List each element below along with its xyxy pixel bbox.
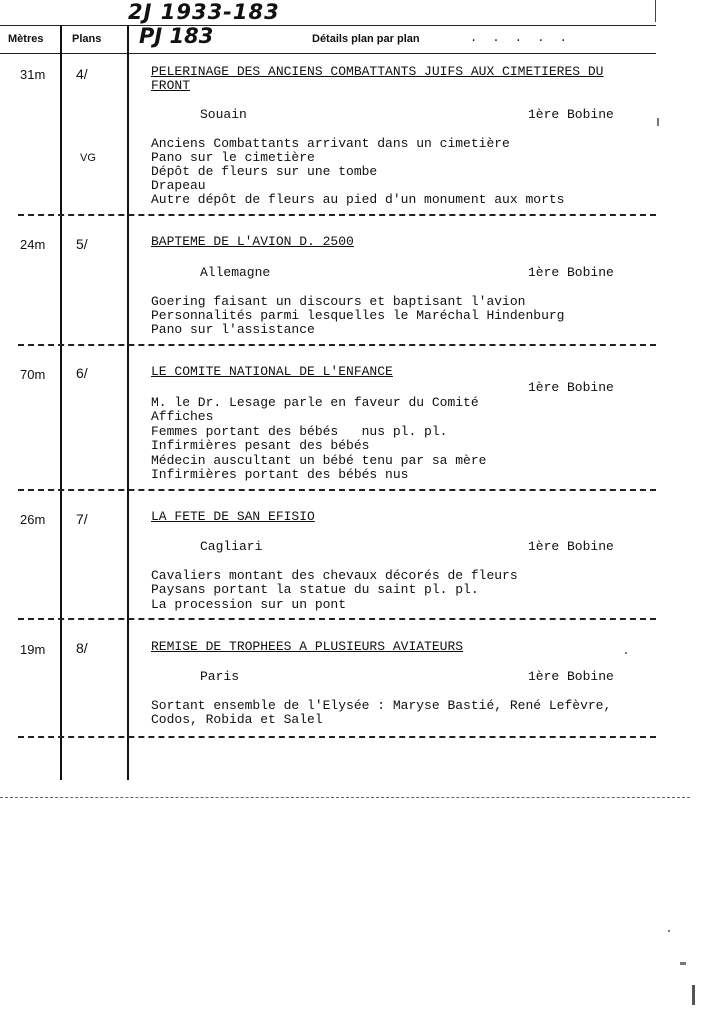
column-header-plans: Plans	[72, 33, 102, 45]
entry-title-line: LA FETE DE SAN EFISIO	[151, 509, 315, 524]
shot-line: Dépôt de fleurs sur une tombe	[151, 164, 378, 179]
entry-metres: 31m	[20, 67, 46, 82]
entry-location: Paris	[200, 669, 240, 684]
entry-title-line: PELERINAGE DES ANCIENS COMBATTANTS JUIFS AUX CIMETIERES DU	[151, 64, 604, 79]
entry-location: Souain	[200, 107, 247, 122]
shot-line: Femmes portant des bébés nus pl. pl.	[151, 424, 448, 439]
shot-line: M. le Dr. Lesage parle en faveur du Comité	[151, 395, 479, 410]
shot-line: Autre dépôt de fleurs au pied d'un monument aux morts	[151, 192, 565, 207]
entry-separator	[18, 736, 656, 738]
shot-line: Sortant ensemble de l'Elysée : Maryse Bastié, René Lefèvre,	[151, 698, 612, 713]
entry-title-line: LE COMITE NATIONAL DE L'ENFANCE	[151, 364, 393, 379]
entry-separator	[18, 344, 656, 346]
scan-speck	[625, 652, 627, 654]
reel-reference: PJ 183	[139, 24, 214, 48]
scan-speck	[657, 118, 659, 126]
document-reference: 2J 1933-183	[128, 0, 280, 24]
entry-metres: 70m	[20, 367, 46, 382]
shot-line: Infirmières portant des bébés nus	[151, 467, 409, 482]
header-top-rule	[0, 25, 656, 26]
shot-line: Paysans portant la statue du saint pl. pl.	[151, 582, 479, 597]
entry-plan-number: 4/	[76, 66, 88, 82]
shot-line: Infirmières pesant des bébés	[151, 438, 370, 453]
entry-title-line: BAPTEME DE L'AVION D. 2500	[151, 234, 354, 249]
entry-plan-number: 8/	[76, 640, 88, 656]
entry-separator	[18, 214, 656, 216]
shot-line: Anciens Combattants arrivant dans un cimetière	[151, 136, 510, 151]
scan-speck	[680, 962, 686, 965]
entry-bobine: 1ère Bobine	[528, 380, 614, 395]
entry-bobine: 1ère Bobine	[528, 669, 614, 684]
entry-plan-number: 6/	[76, 365, 88, 381]
shot-line: Affiches	[151, 409, 214, 424]
entry-metres: 19m	[20, 642, 46, 657]
shot-line: Cavaliers montant des chevaux décorés de fleurs	[151, 568, 518, 583]
header-dot-leader: . . . . .	[470, 31, 571, 45]
entry-separator	[18, 489, 656, 491]
shot-line: Personnalités parmi lesquelles le Maréchal Hindenburg	[151, 308, 565, 323]
entry-bobine: 1ère Bobine	[528, 107, 614, 122]
shot-line: Médecin auscultant un bébé tenu par sa mère	[151, 453, 487, 468]
entry-metres: 24m	[20, 237, 46, 252]
shot-line: La procession sur un pont	[151, 597, 347, 612]
entry-plan-number: 5/	[76, 236, 88, 252]
entry-title-line: FRONT	[151, 78, 191, 93]
column-header-metres: Mètres	[8, 33, 44, 45]
header-bottom-rule	[0, 53, 656, 54]
shot-line: Pano sur le cimetière	[151, 150, 315, 165]
page-bottom-rule	[0, 797, 690, 798]
entry-plan-number: 7/	[76, 511, 88, 527]
column-rule-2	[127, 25, 129, 780]
entry-title-line: REMISE DE TROPHEES A PLUSIEURS AVIATEURS	[151, 639, 464, 654]
column-header-details: Détails plan par plan	[312, 33, 420, 45]
shot-line: Goering faisant un discours et baptisant l'avion	[151, 294, 526, 309]
shot-line: Drapeau	[151, 178, 206, 193]
entry-metres: 26m	[20, 512, 46, 527]
column-rule-1	[60, 25, 62, 780]
entry-location: Allemagne	[200, 265, 271, 280]
entry-bobine: 1ère Bobine	[528, 539, 614, 554]
entry-separator	[18, 618, 656, 620]
shot-line: Pano sur l'assistance	[151, 322, 315, 337]
scan-speck	[692, 985, 695, 1005]
scan-speck	[668, 930, 670, 932]
page-edge-mark	[655, 0, 656, 22]
shot-line: Codos, Robida et Salel	[151, 712, 323, 727]
entry-margin-note: VG	[80, 152, 96, 164]
entry-location: Cagliari	[200, 539, 263, 554]
entry-bobine: 1ère Bobine	[528, 265, 614, 280]
